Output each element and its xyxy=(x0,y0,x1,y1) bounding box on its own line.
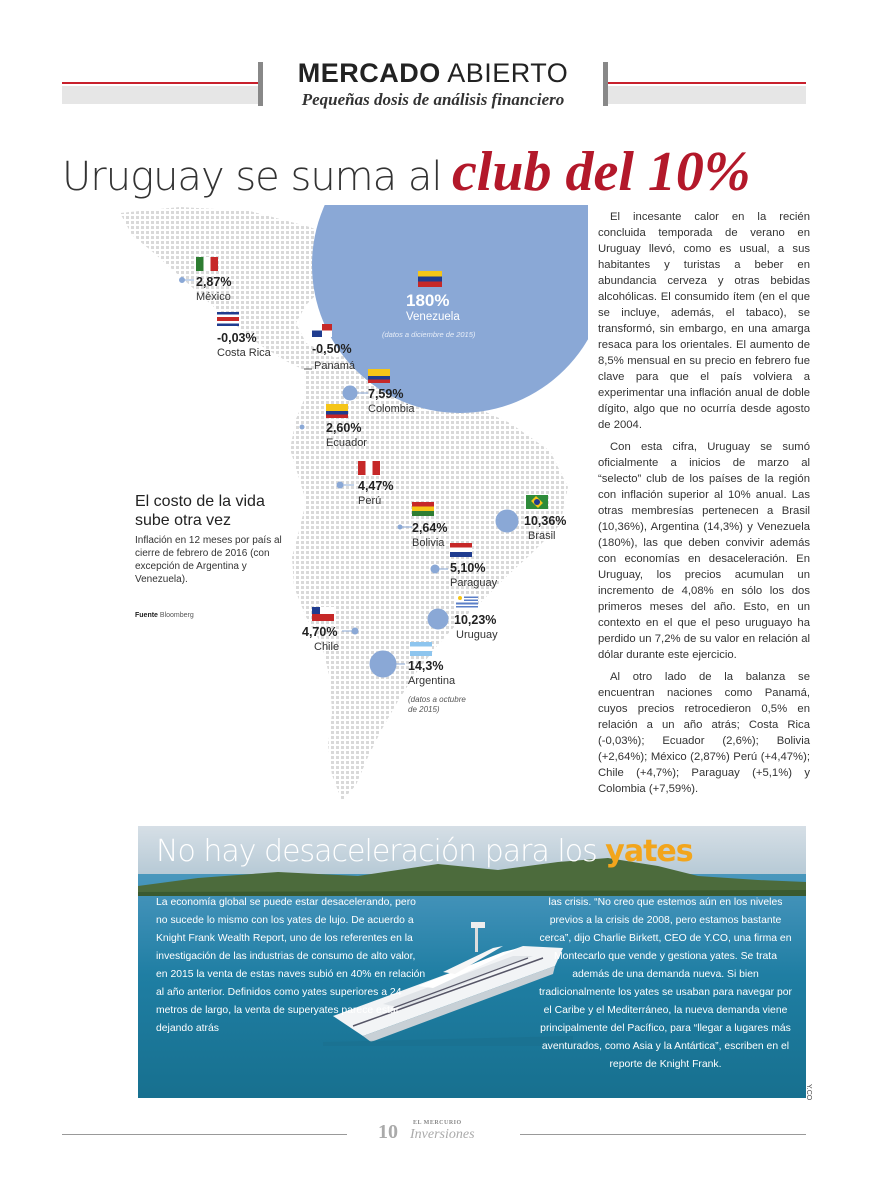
mexico-marker xyxy=(180,278,185,283)
peru-value: 4,47% xyxy=(358,479,394,493)
peru-flag-icon xyxy=(358,461,380,475)
footer-rule-right xyxy=(520,1134,806,1135)
argentina-name: Argentina xyxy=(408,675,456,687)
argentina-value: 14,3% xyxy=(408,659,444,673)
bolivia-flag-icon xyxy=(412,502,434,516)
costa-rica-value: -0,03% xyxy=(217,331,257,345)
peru-marker xyxy=(337,482,343,488)
colombia-marker xyxy=(343,386,357,400)
article-body xyxy=(598,209,810,803)
argentina-marker xyxy=(370,651,396,677)
map-source xyxy=(135,612,194,619)
header-rule-right xyxy=(608,82,806,84)
yacht-headline-accent: yates xyxy=(605,834,693,869)
brasil-marker xyxy=(496,510,518,532)
yacht-feature xyxy=(138,826,806,1098)
source-label: Fuente xyxy=(135,612,158,619)
uruguay-flag-icon xyxy=(456,595,478,609)
paraguay-marker xyxy=(431,565,439,573)
mexico-flag-icon xyxy=(196,257,218,271)
map-box-title-line1: El costo de la vida xyxy=(135,493,265,510)
header-divider-left xyxy=(258,62,263,106)
page-number: 10 xyxy=(378,1121,398,1143)
footer-brand-top: EL MERCURIO xyxy=(413,1120,462,1126)
photo-credit: Y.CO xyxy=(805,1084,812,1101)
map-box-title-line2: sube otra vez xyxy=(135,512,232,529)
ecuador-marker xyxy=(300,425,304,429)
chile-name: Chile xyxy=(314,641,340,653)
headline-plain: Uruguay se suma al xyxy=(62,154,442,200)
chile-flag-icon xyxy=(312,607,334,621)
venezuela-note: (datos a diciembre de 2015) xyxy=(382,330,476,339)
header-band-left xyxy=(62,86,258,104)
yacht-headline-plain: No hay desaceleración para los xyxy=(156,834,597,869)
paraguay-flag-icon xyxy=(450,543,472,557)
article-paragraph-2: Con esta cifra, Uruguay se sumó oficialmente a inicios de marzo al “selecto” club de los países de la región con inflación superior al 10% anual. Las otras membresías pertenecen a Brasil (10,36%), Argentina (14,3%) y Venezuela (180%), las que deben convivir además con economías en desaceleración. En Uruguay, los precios acumulan un incremento de 4,08% en sólo los dos primeros meses del año. Esto, en un contexto en el que el peso uruguayo ha perdido un 7,2% de su valor en relación al dólar durante este ejercicio. xyxy=(598,441,810,661)
ecuador-value: 2,60% xyxy=(326,421,362,435)
section-title-light: ABIERTO xyxy=(447,58,569,88)
costa-rica-name: Costa Rica xyxy=(217,347,271,359)
brasil-flag-icon xyxy=(526,495,548,509)
article-paragraph-1: El incesante calor en la recién concluida temporada de verano en Uruguay llevó, como es usual, a sus habitantes y turistas a beber en abundancia cerveza y otras bebidas alcohólicas. El consumido ítem (en el que se incluye, además, el tabaco), se transformó, sin embargo, en una amarga resaca para los orientales. El aumento de 8,5% mensual en su precio en febrero fue clave para que el país volviera a experimentar una inflación anual de doble dígito, algo que no ocurría desde agosto de 2004. xyxy=(598,211,810,431)
uruguay-marker xyxy=(428,609,448,629)
footer-brand: Inversiones xyxy=(410,1127,475,1142)
mexico-name: México xyxy=(196,291,231,303)
ecuador-flag-icon xyxy=(326,404,348,418)
ecuador-name: Ecuador xyxy=(326,437,367,449)
colombia-name: Colombia xyxy=(368,403,415,415)
bolivia-name: Bolivia xyxy=(412,537,445,549)
chile-marker xyxy=(352,628,358,634)
source-value: Bloomberg xyxy=(159,612,194,619)
header-band-right xyxy=(608,86,806,104)
mexico-value: 2,87% xyxy=(196,275,232,289)
paraguay-name: Paraguay xyxy=(450,577,498,589)
bolivia-marker xyxy=(398,525,402,529)
section-title xyxy=(270,58,596,89)
argentina-note: (datos a octubre de 2015) xyxy=(408,695,466,714)
brasil-value: 10,36% xyxy=(524,514,567,528)
header-divider-right xyxy=(603,62,608,106)
section-title-bold: MERCADO xyxy=(297,58,441,88)
costa-rica-flag-icon xyxy=(217,312,239,326)
panama-flag-icon xyxy=(312,324,332,337)
article-headline xyxy=(62,140,751,204)
footer-rule-left xyxy=(62,1134,347,1135)
paraguay-value: 5,10% xyxy=(450,561,486,575)
uruguay-value: 10,23% xyxy=(454,613,497,627)
panama-name: Panamá xyxy=(314,360,355,372)
brasil-name: Brasil xyxy=(528,530,556,542)
chile-value: 4,70% xyxy=(302,625,338,639)
venezuela-value: 180% xyxy=(406,291,450,310)
header-rule-left xyxy=(62,82,258,84)
section-subtitle: Pequeñas dosis de análisis financiero xyxy=(301,90,565,109)
map-box-title xyxy=(135,492,265,530)
venezuela-name: Venezuela xyxy=(406,311,460,323)
colombia-value: 7,59% xyxy=(368,387,404,401)
argentina-flag-icon xyxy=(410,642,432,656)
bolivia-value: 2,64% xyxy=(412,521,448,535)
map-box-description: Inflación en 12 meses por país al cierre de febrero de 2016 (con excepción de Argentina y Venezuela). xyxy=(135,535,282,585)
uruguay-name: Uruguay xyxy=(456,629,498,641)
peru-name: Perú xyxy=(358,495,382,507)
venezuela-flag-icon xyxy=(418,271,442,287)
colombia-flag-icon xyxy=(368,369,390,383)
yacht-headline xyxy=(156,834,693,869)
article-paragraph-3: Al otro lado de la balanza se encuentran naciones como Panamá, cuyos precios retrocedieron 0,5% en relación a un año atrás; Costa Rica (-0,03%); Ecuador (2,6%); Bolivia (+2,64%); México (2,87%) Perú (+4,47%); Chile (+4,7%); Paraguay (+5,1%) y Colombia (+7,59%). xyxy=(598,671,810,795)
headline-accent: club del 10% xyxy=(451,141,751,203)
panama-value: -0,50% xyxy=(312,342,352,356)
yacht-text-right: las crisis. “No creo que estemos aún en los niveles previos a la crisis de 2008, pero estamos bastante cerca”, dijo Charlie Birkett, CEO de Y.CO, una firma en Montecarlo que vende y gestiona yates. Se trata además de una demanda nueva. Si bien tradicionalmente los yates se usaban para navegar por el Caribe y el Mediterráneo, la nueva demanda viene principalmente del Pacífico, para “llegar a lugares más aventurados, como Asia y la Antártica”, escriben en el reporte de Knight Frank. xyxy=(539,897,792,1070)
yacht-text-left: La economía global se puede estar desacelerando, pero no sucede lo mismo con los yates de lujo. De acuerdo a Knight Frank Wealth Report, uno de los referentes en la investigación de las industrias de consumo de alto valor, en 2015 la venta de estas naves subió en 40% en relación al año anterior. Definidos como yates superiores a 24 metros de largo, la venta de superyates parece estar dejando atrás xyxy=(156,897,426,1034)
